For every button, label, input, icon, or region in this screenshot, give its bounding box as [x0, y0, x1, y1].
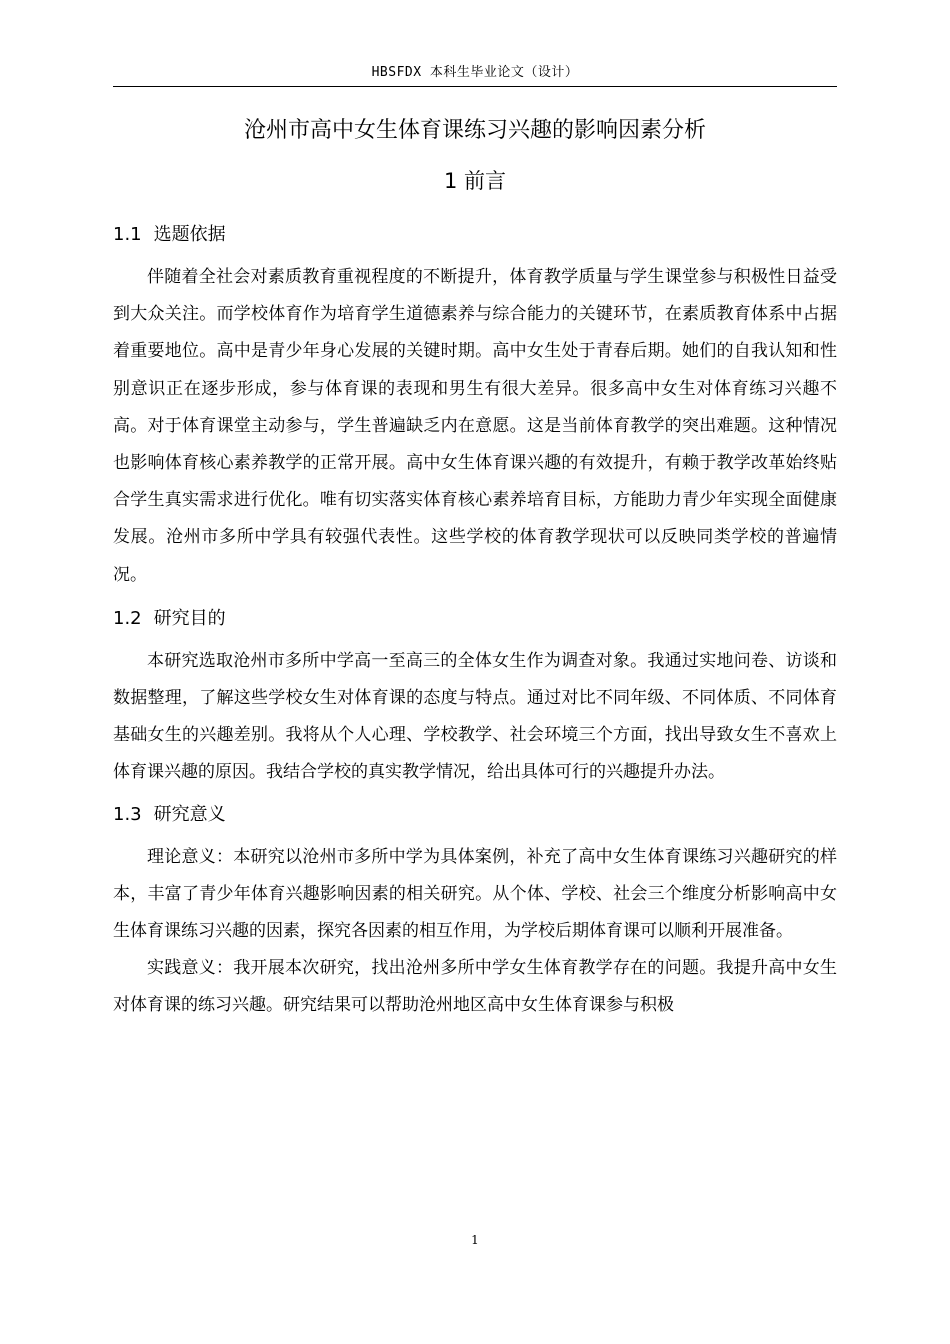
- chapter-title: 前言: [464, 169, 507, 193]
- chapter-heading: [113, 163, 837, 199]
- chapter-number: 1: [443, 169, 458, 193]
- running-header: HBSFDX 本科生毕业论文（设计）: [371, 65, 579, 80]
- section-title: 研究目的: [153, 607, 226, 629]
- section-heading-1-2: [113, 604, 837, 634]
- section-heading-1-3: [113, 800, 837, 830]
- document-title: 沧州市高中女生体育课练习兴趣的影响因素分析: [243, 118, 706, 143]
- paragraph-practical-significance: 实践意义：我开展本次研究，找出沧州多所中学女生体育教学存在的问题。我提升高中女生对体育课的练习兴趣。研究结果可以帮助沧州地区高中女生体育课参与积极: [113, 958, 837, 1016]
- paragraph-theoretical-significance: 理论意义：本研究以沧州市多所中学为具体案例，补充了高中女生体育课练习兴趣研究的样本，丰富了青少年体育兴趣影响因素的相关研究。从个体、学校、社会三个维度分析影响高中女生体育课练习兴趣的因素，探究各因素的相互作用，为学校后期体育课可以顺利开展准备。: [113, 846, 837, 942]
- section-title: 选题依据: [153, 224, 226, 245]
- paragraph-research-purpose: 本研究选取沧州市多所中学高一至高三的全体女生作为调查对象。我通过实地问卷、访谈和数据整理，了解这些学校女生对体育课的态度与特点。通过对比不同年级、不同体质、不同体育基础女生的兴趣差别。我将从个人心理、学校教学、社会环境三个方面，找出导致女生不喜欢上体育课兴趣的原因。我结合学校的真实教学情况，给出具体可行的兴趣提升办法。: [113, 650, 837, 783]
- header-rule: [113, 86, 837, 87]
- page-content: [113, 112, 837, 1025]
- section-heading-1-1: [113, 220, 837, 250]
- paragraph-selection-basis: 伴随着全社会对素质教育重视程度的不断提升，体育教学质量与学生课堂参与积极性日益受到大众关注。而学校体育作为培育学生道德素养与综合能力的关键环节，在素质教育体系中占据着重要地位。高中是青少年身心发展的关键时期。高中女生处于青春后期。她们的自我认知和性别意识正在逐步形成，参与体育课的表现和男生有很大差异。很多高中女生对体育练习兴趣不高。对于体育课堂主动参与，学生普遍缺乏内在意愿。这是当前体育教学的突出难题。这种情况也影响体育核心素养教学的正常开展。高中女生体育课兴趣的有效提升，有赖于教学改革始终贴合学生真实需求进行优化。唯有切实落实体育核心素养培育目标，方能助力青少年实现全面健康发展。沧州市多所中学具有较强代表性。这些学校的体育教学现状可以反映同类学校的普遍情况。: [113, 267, 837, 585]
- section-title: 研究意义: [153, 803, 226, 825]
- page-number: 1: [471, 1233, 479, 1247]
- section-number: 1.2: [113, 607, 142, 629]
- section-number: 1.1: [113, 224, 142, 245]
- section-number: 1.3: [113, 803, 142, 825]
